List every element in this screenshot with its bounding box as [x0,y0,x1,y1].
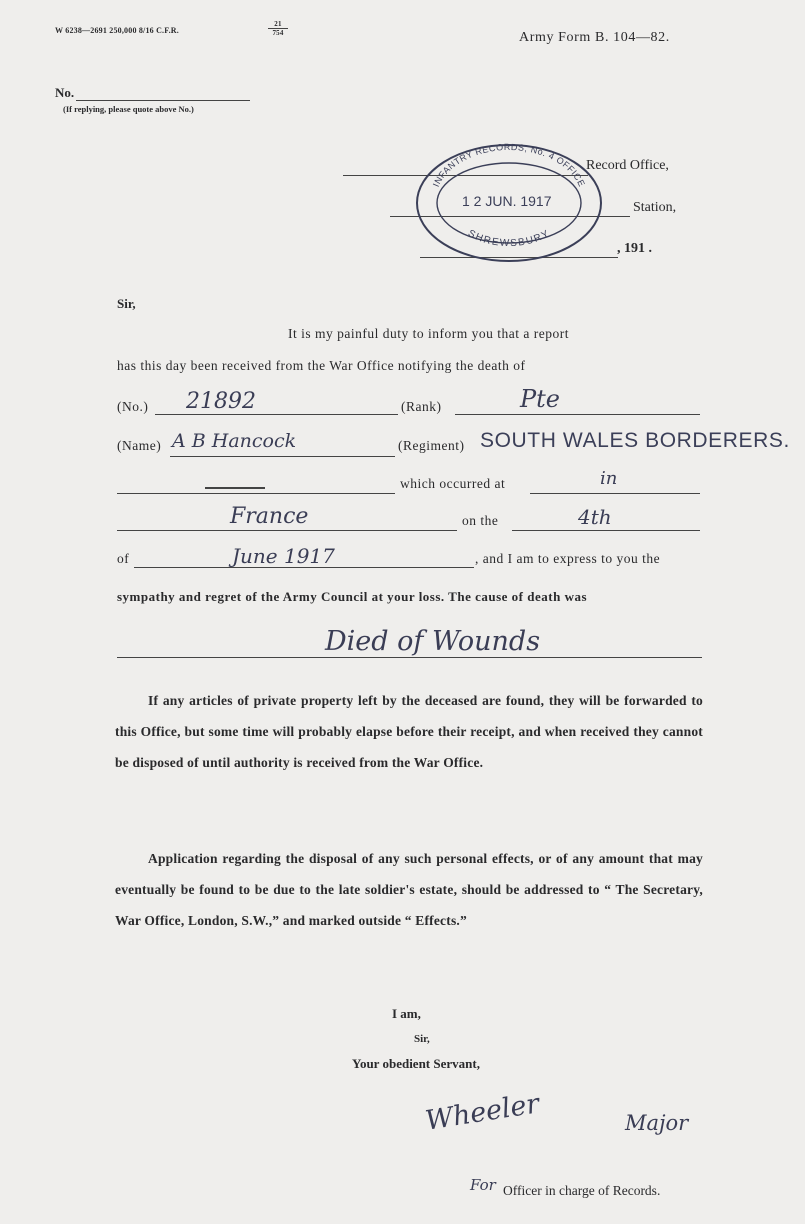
reference-no-label: No. [55,85,75,100]
service-number-value: 21892 [186,389,256,414]
rank-label: (Rank) [401,399,442,414]
svg-text:SHREWSBURY [466,228,552,249]
sympathy-text: sympathy and regret of the Army Council at your loss. The cause of death was [117,589,588,604]
year-label: , 191 . [617,241,652,256]
occurred-value: in [600,468,618,489]
reply-note: (If replying, please quote above No.) [63,104,194,114]
stamp-date: 1 2 JUN. 1917 [462,193,552,209]
closing-sir: Sir, [414,1033,430,1045]
print-fraction-top: 21 [268,20,288,29]
salutation: Sir, [117,296,136,311]
for-label: For [470,1176,496,1194]
print-code: W 6238—2691 250,000 8/16 C.F.R. [55,26,179,35]
number-label: (No.) [117,399,149,414]
soldier-name-value: A B Hancock [172,430,297,452]
of-label: of [117,551,130,566]
place-line [117,530,457,531]
day-value: 4th [578,505,612,529]
rank-value: Pte [520,385,560,413]
occurred-line-left [117,493,395,494]
signature-name: Wheeler [423,1088,542,1137]
svg-text:INFANTRY RECORDS, No. 4 OFFICE [431,142,587,188]
station-label: Station, [633,200,677,215]
cause-line [117,657,702,658]
month-value: June 1917 [232,544,335,568]
application-paragraph: Application regarding the disposal of any such personal effects, or of any amount that may eventually be found to be due to the late soldier's estate, should be addressed to “ The Secretary, War Office, London, S.W.,” and marked outside “ Effects.” [115,851,703,928]
closing-servant: Your obedient Servant, [352,1056,480,1071]
reference-no-line [76,100,250,101]
property-paragraph: If any articles of private property left by the deceased are found, they will be forwarded to this Office, but some time will probably elapse before their receipt, and when received they cannot be disposed of until authority is received from the War Office. [115,693,703,770]
name-line [170,456,395,457]
rank-line [455,414,700,415]
record-office-label: Record Office, [586,158,669,173]
on-the-label: on the [462,513,499,528]
officer-in-charge: Officer in charge of Records. [503,1183,661,1198]
print-fraction [268,20,288,37]
number-line [155,414,398,415]
print-fraction-bottom: 754 [272,29,284,37]
intro-line-2: has this day been received from the War Office notifying the death of [117,358,526,373]
express-text: , and I am to express to you the [475,551,661,566]
intro-line-1: It is my painful duty to inform you that a report [288,326,569,341]
occurred-dash [205,487,265,489]
day-line [512,530,700,531]
place-value: France [230,504,309,529]
regiment-value: SOUTH WALES BORDERERS. [480,429,790,452]
regiment-label: (Regiment) [398,438,465,453]
cause-of-death-value: Died of Wounds [325,626,541,657]
form-number: Army Form B. 104—82. [519,30,670,45]
signature-rank: Major [625,1111,689,1135]
stamp-town: SHREWSBURY [465,227,553,250]
stamp-ring-text: INFANTRY RECORDS, No. 4 OFFICE [430,142,588,189]
occurred-label: which occurred at [400,476,506,491]
occurred-line-right [530,493,700,494]
closing-i-am: I am, [392,1006,421,1021]
name-label: (Name) [117,438,162,453]
